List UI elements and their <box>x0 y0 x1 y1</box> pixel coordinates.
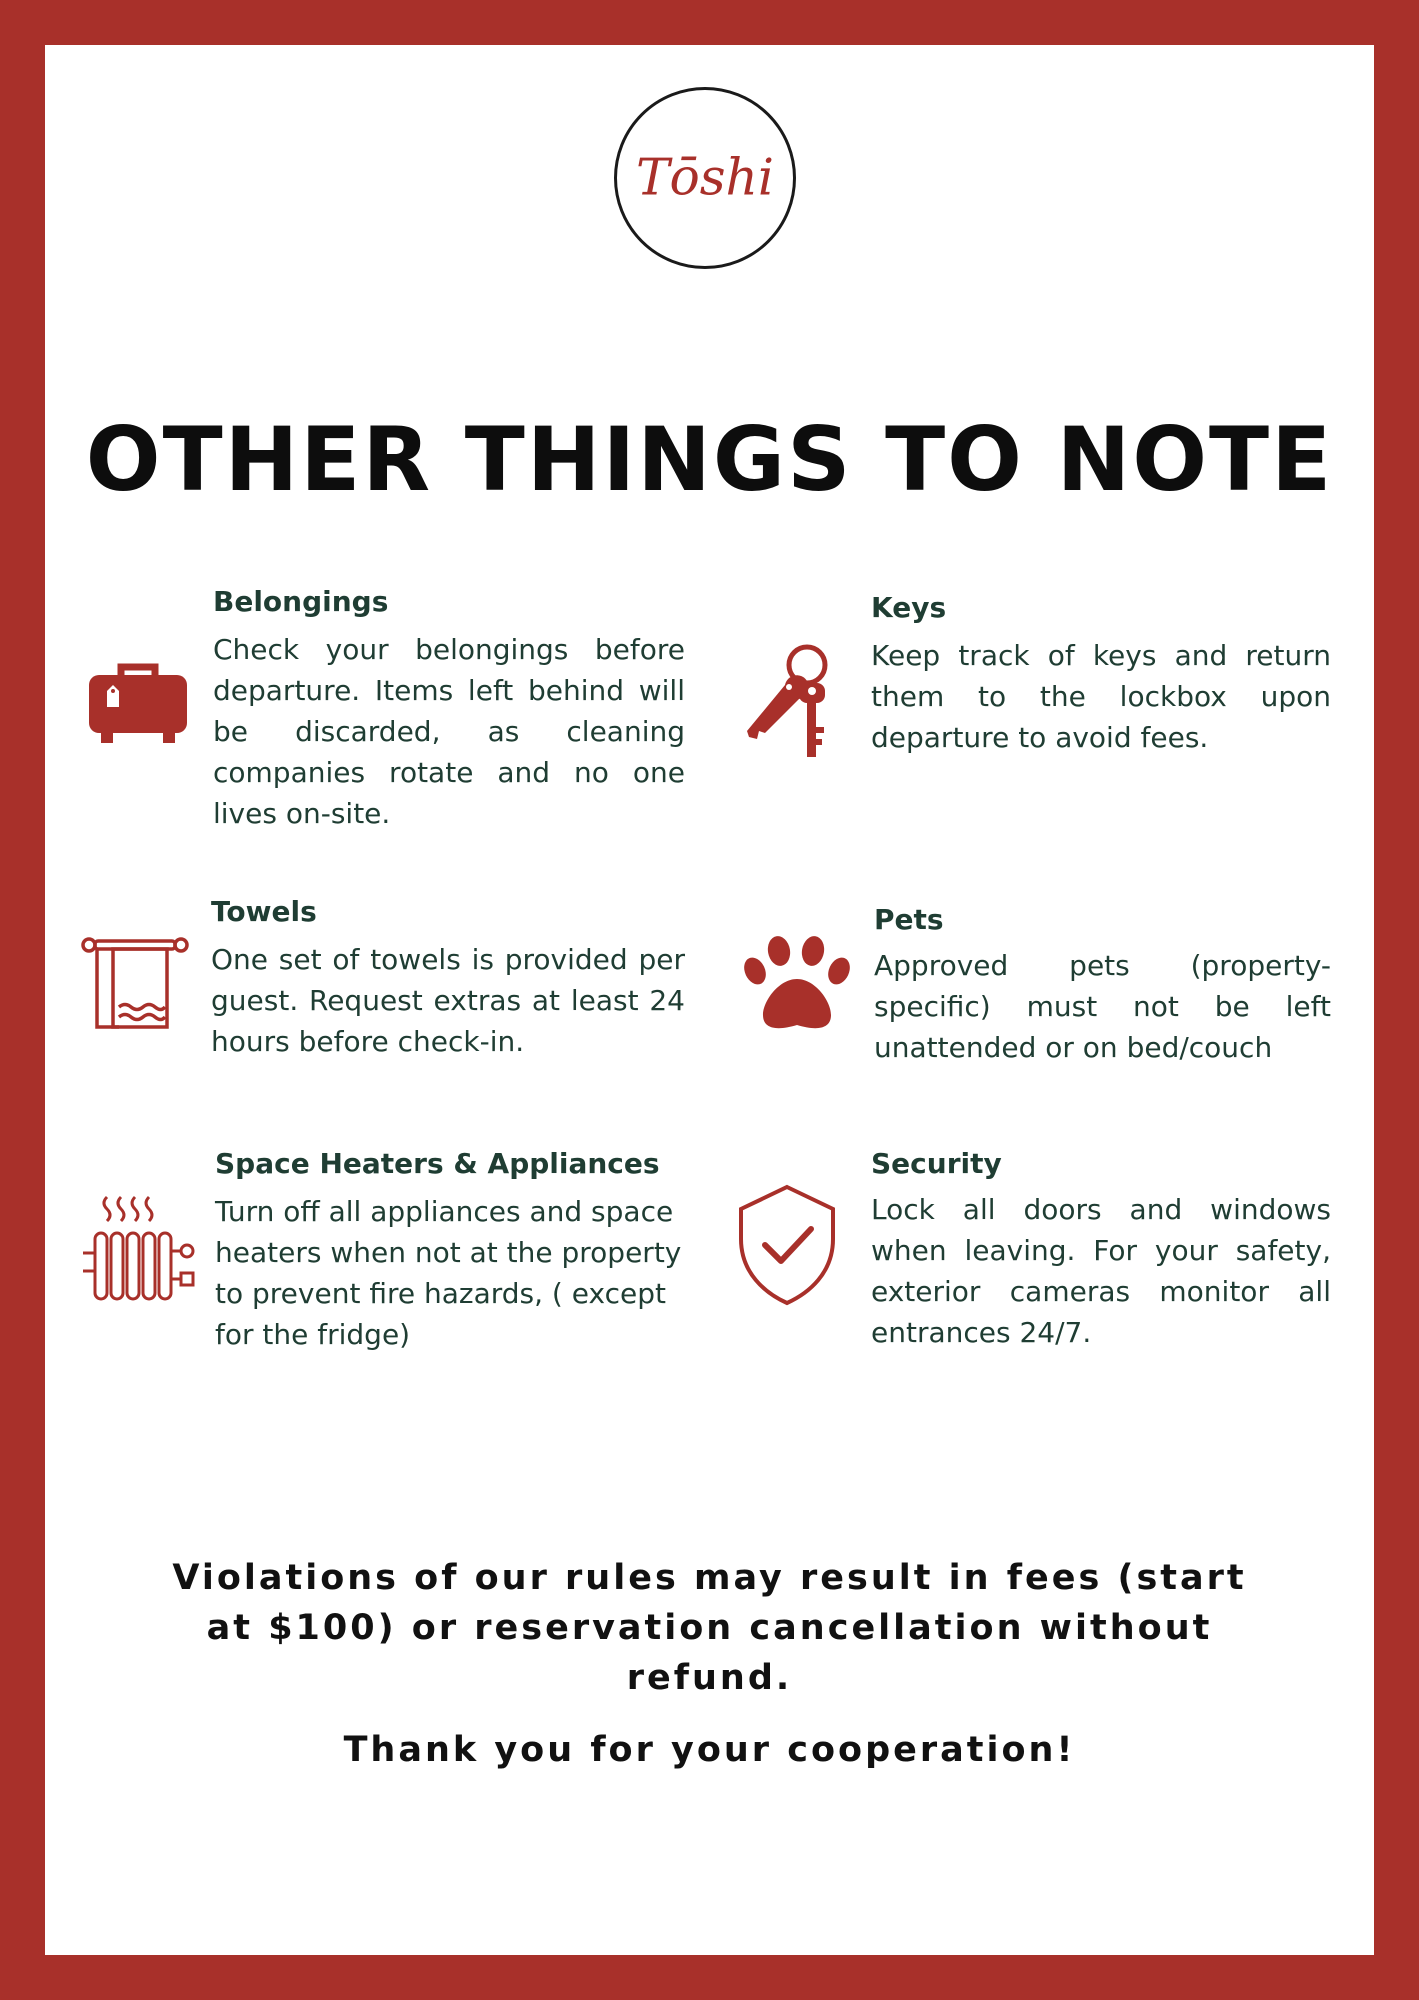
belongings-text: Check your belongings before departure. Items left behind will be discarded, as cleaning companies rotate and no one lives on-site. <box>213 633 685 830</box>
suitcase-icon <box>87 657 189 747</box>
keys-heading: Keys <box>871 591 947 624</box>
heater-icon <box>81 1193 201 1303</box>
security-heading: Security <box>871 1147 1002 1180</box>
thank-you-message: Thank you for your cooperation! <box>343 1730 1076 1770</box>
keys-icon <box>745 643 845 763</box>
paw-icon <box>741 935 853 1031</box>
toshi-logo <box>614 87 796 269</box>
notice-card <box>45 45 1374 1955</box>
pets-text: Approved pets (property-specific) must not be left unattended or on bed/couch <box>874 949 1331 1064</box>
shield-check-icon <box>735 1183 839 1307</box>
towels-heading: Towels <box>211 895 317 928</box>
belongings-heading: Belongings <box>213 585 389 618</box>
heaters-text: Turn off all appliances and space heaters when not at the property to prevent fire hazards, ( except for the fridge) <box>215 1195 682 1351</box>
towel-icon <box>79 933 191 1031</box>
pets-heading: Pets <box>874 903 944 936</box>
keys-text: Keep track of keys and return them to the lockbox upon departure to avoid fees. <box>871 639 1331 754</box>
logo-text: Tōshi <box>635 147 775 207</box>
violations-notice: Violations of our rules may result in fees (start at $100) or reservation cancellation without refund. <box>172 1558 1247 1698</box>
page-title: OTHER THINGS TO NOTE <box>85 408 1334 511</box>
heaters-heading: Space Heaters & Appliances <box>215 1147 660 1180</box>
security-text: Lock all doors and windows when leaving. For your safety, exterior cameras monitor all entrances 24/7. <box>871 1193 1331 1349</box>
towels-text: One set of towels is provided per guest. Request extras at least 24 hours before check-in. <box>211 943 685 1058</box>
